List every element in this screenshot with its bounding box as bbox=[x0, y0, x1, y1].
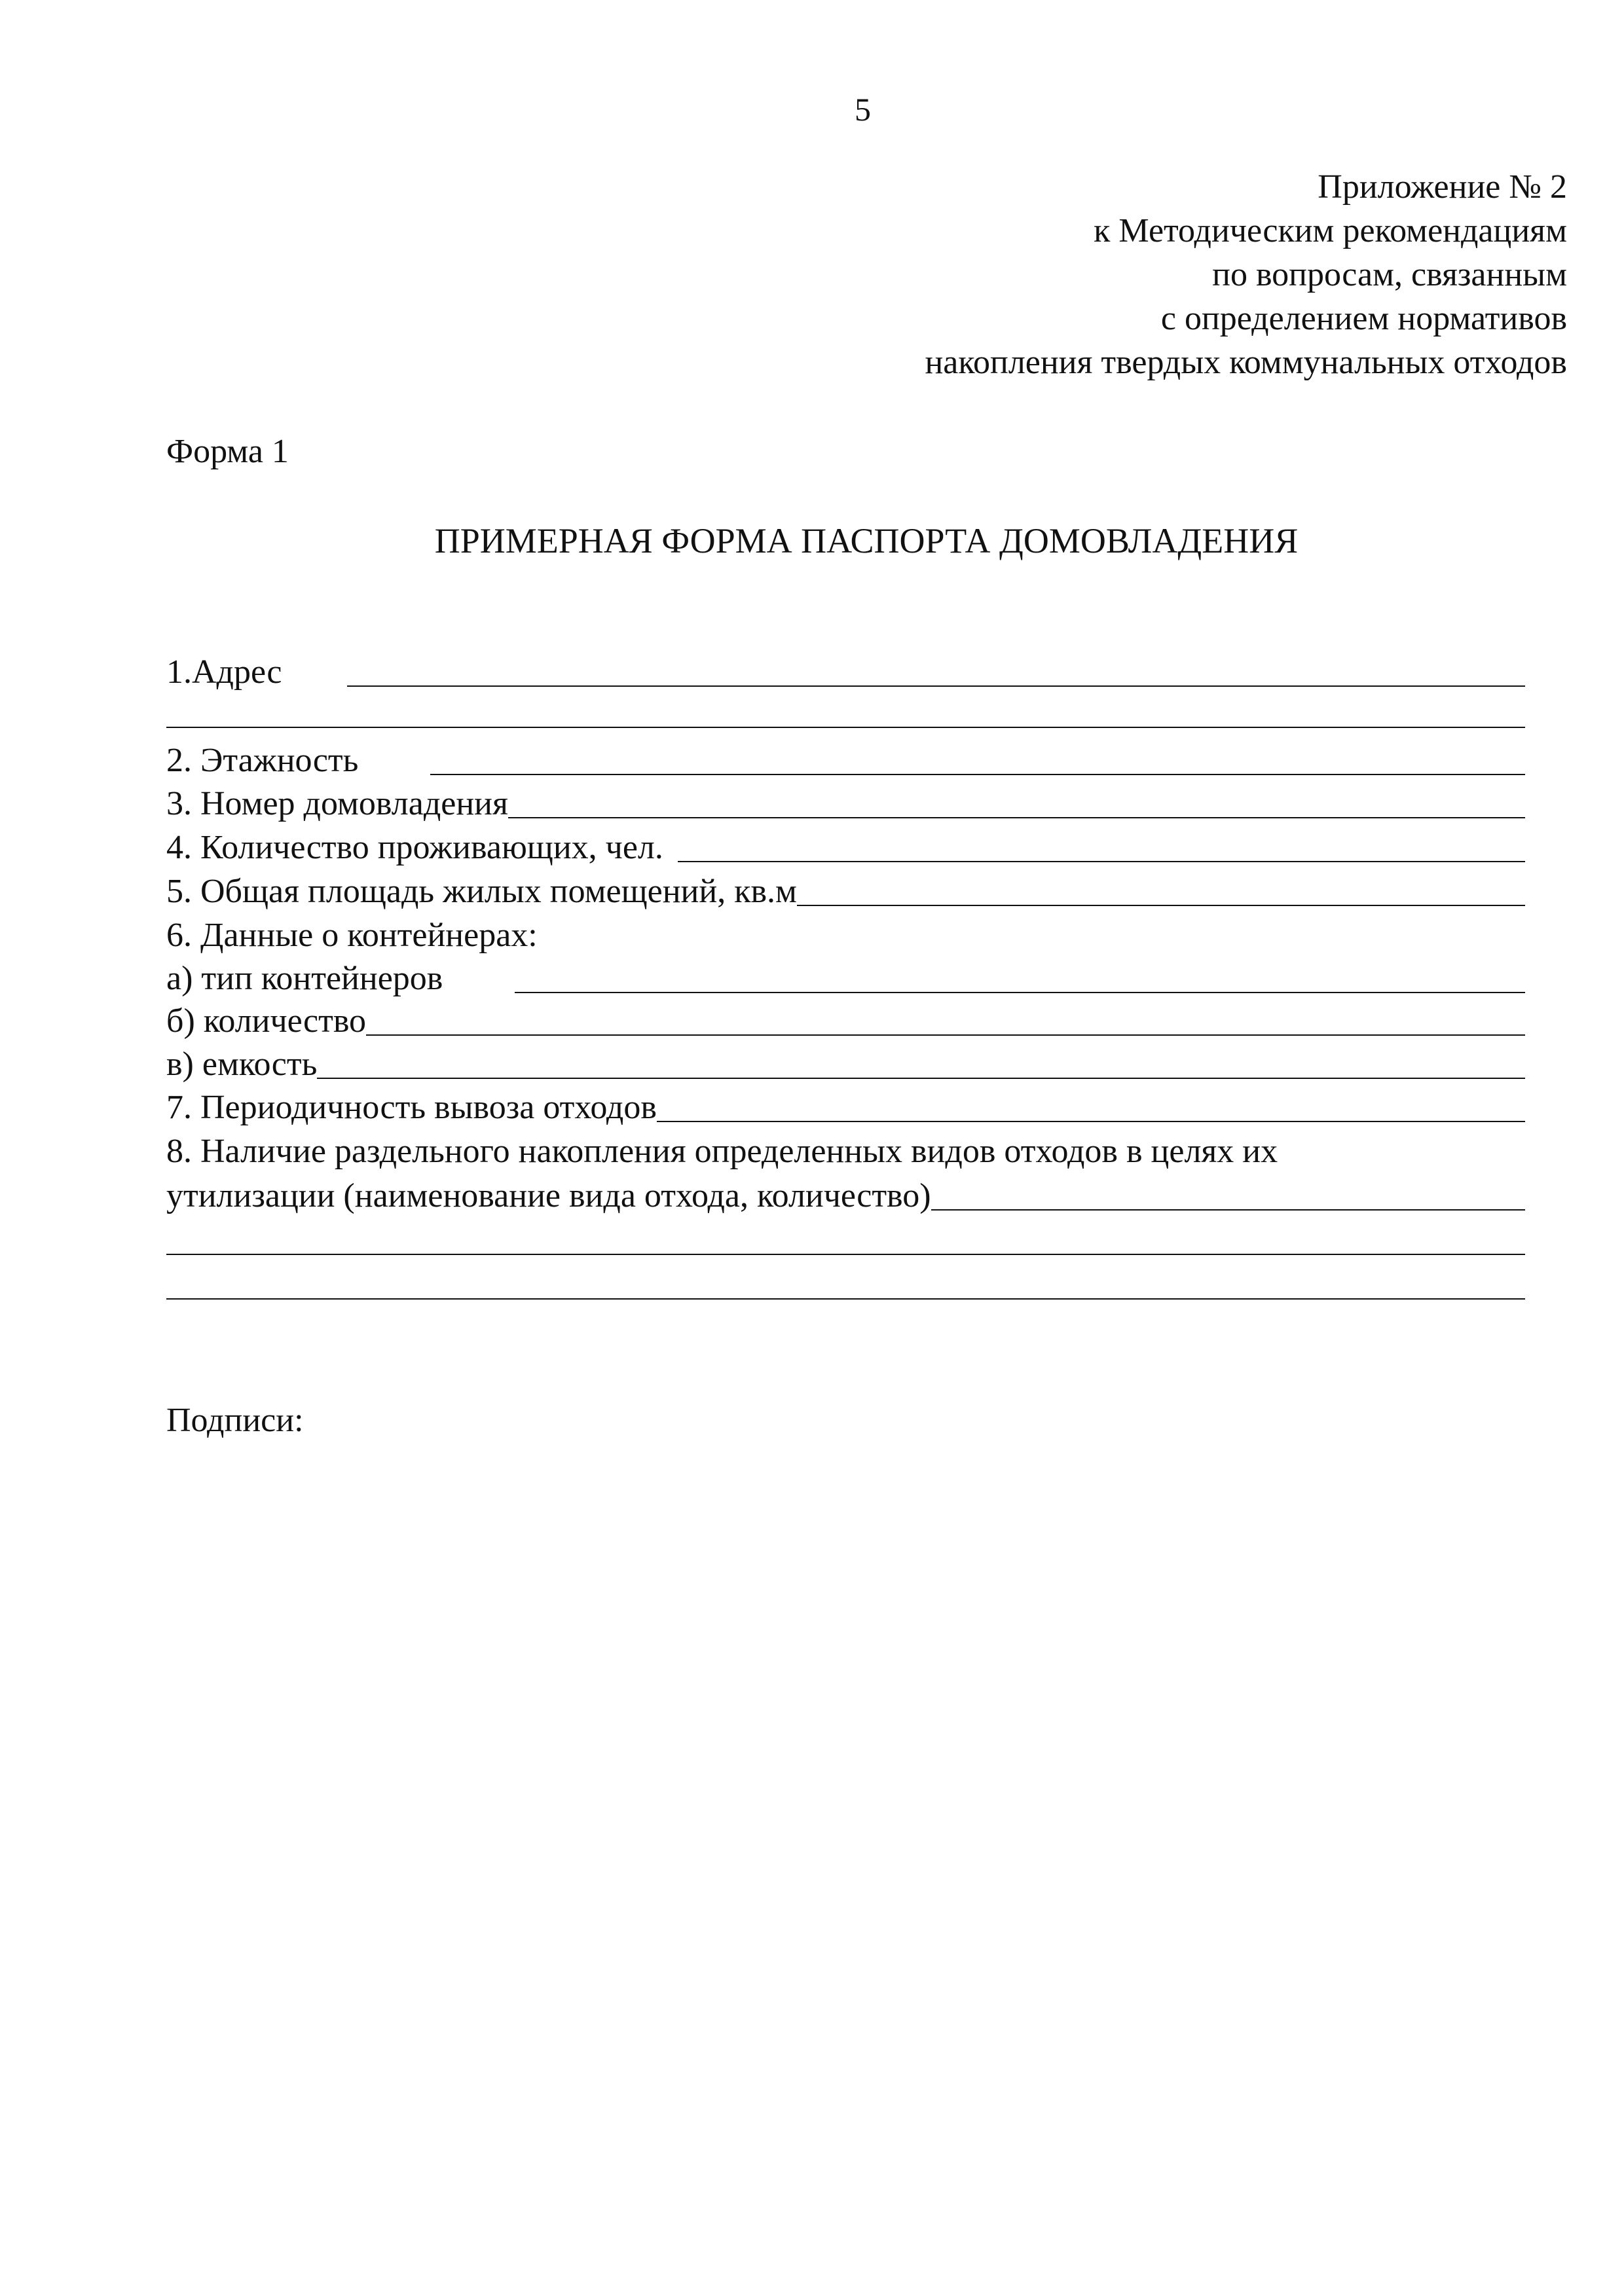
floors-row bbox=[166, 740, 1525, 780]
house-number-label: 3. Номер домовладения bbox=[166, 785, 508, 822]
address-label: 1.Адрес bbox=[166, 653, 282, 691]
separate-collection-row-1 bbox=[166, 1131, 1525, 1171]
containers-header-row bbox=[166, 915, 1525, 955]
living-area-field[interactable] bbox=[797, 905, 1525, 906]
address-field-line-2[interactable] bbox=[166, 727, 1525, 728]
house-number-field[interactable] bbox=[508, 817, 1525, 818]
removal-frequency-row bbox=[166, 1087, 1525, 1127]
floors-label: 2. Этажность bbox=[166, 742, 359, 779]
document-title: ПРИМЕРНАЯ ФОРМА ПАСПОРТА ДОМОВЛАДЕНИЯ bbox=[434, 521, 1299, 560]
container-type-row bbox=[166, 958, 1525, 998]
container-type-field[interactable] bbox=[515, 992, 1525, 993]
appendix-line-1: Приложение № 2 bbox=[1318, 168, 1567, 206]
removal-frequency-label: 7. Периодичность вывоза отходов bbox=[166, 1089, 657, 1126]
container-capacity-row bbox=[166, 1044, 1525, 1084]
residents-field[interactable] bbox=[678, 861, 1525, 862]
house-number-row bbox=[166, 783, 1525, 824]
floors-field[interactable] bbox=[430, 774, 1525, 775]
separate-collection-label-line-1: 8. Наличие раздельного накопления определенных видов отходов в целях их bbox=[166, 1133, 1278, 1170]
container-capacity-label: в) емкость bbox=[166, 1046, 318, 1083]
separate-collection-field-line-3[interactable] bbox=[166, 1298, 1525, 1300]
form-label: Форма 1 bbox=[166, 433, 289, 470]
container-count-field[interactable] bbox=[366, 1034, 1525, 1036]
separate-collection-row-2 bbox=[166, 1175, 1525, 1216]
appendix-line-3: по вопросам, связанным bbox=[1212, 256, 1567, 293]
separate-collection-field[interactable] bbox=[931, 1209, 1525, 1211]
appendix-header bbox=[925, 165, 1567, 384]
removal-frequency-field[interactable] bbox=[657, 1121, 1525, 1122]
container-count-label: б) количество bbox=[166, 1002, 367, 1040]
page-number: 5 bbox=[855, 91, 871, 128]
address-field[interactable] bbox=[347, 685, 1525, 687]
containers-header-label: 6. Данные о контейнерах: bbox=[166, 917, 538, 954]
appendix-line-5: накопления твердых коммунальных отходов bbox=[925, 344, 1567, 381]
residents-row bbox=[166, 827, 1525, 867]
signatures-label: Подписи: bbox=[166, 1402, 304, 1439]
separate-collection-field-line-2[interactable] bbox=[166, 1254, 1525, 1255]
container-capacity-field[interactable] bbox=[317, 1078, 1525, 1079]
separate-collection-label-line-2: утилизации (наименование вида отхода, количество) bbox=[166, 1177, 931, 1214]
living-area-label: 5. Общая площадь жилых помещений, кв.м bbox=[166, 873, 797, 910]
living-area-row bbox=[166, 871, 1525, 911]
appendix-line-4: с определением нормативов bbox=[1160, 300, 1567, 337]
container-type-label: а) тип контейнеров bbox=[166, 960, 443, 997]
appendix-line-2: к Методическим рекомендациям bbox=[1094, 212, 1567, 249]
address-row bbox=[166, 651, 1525, 692]
container-count-row bbox=[166, 1000, 1525, 1041]
residents-label: 4. Количество проживающих, чел. bbox=[166, 829, 663, 866]
